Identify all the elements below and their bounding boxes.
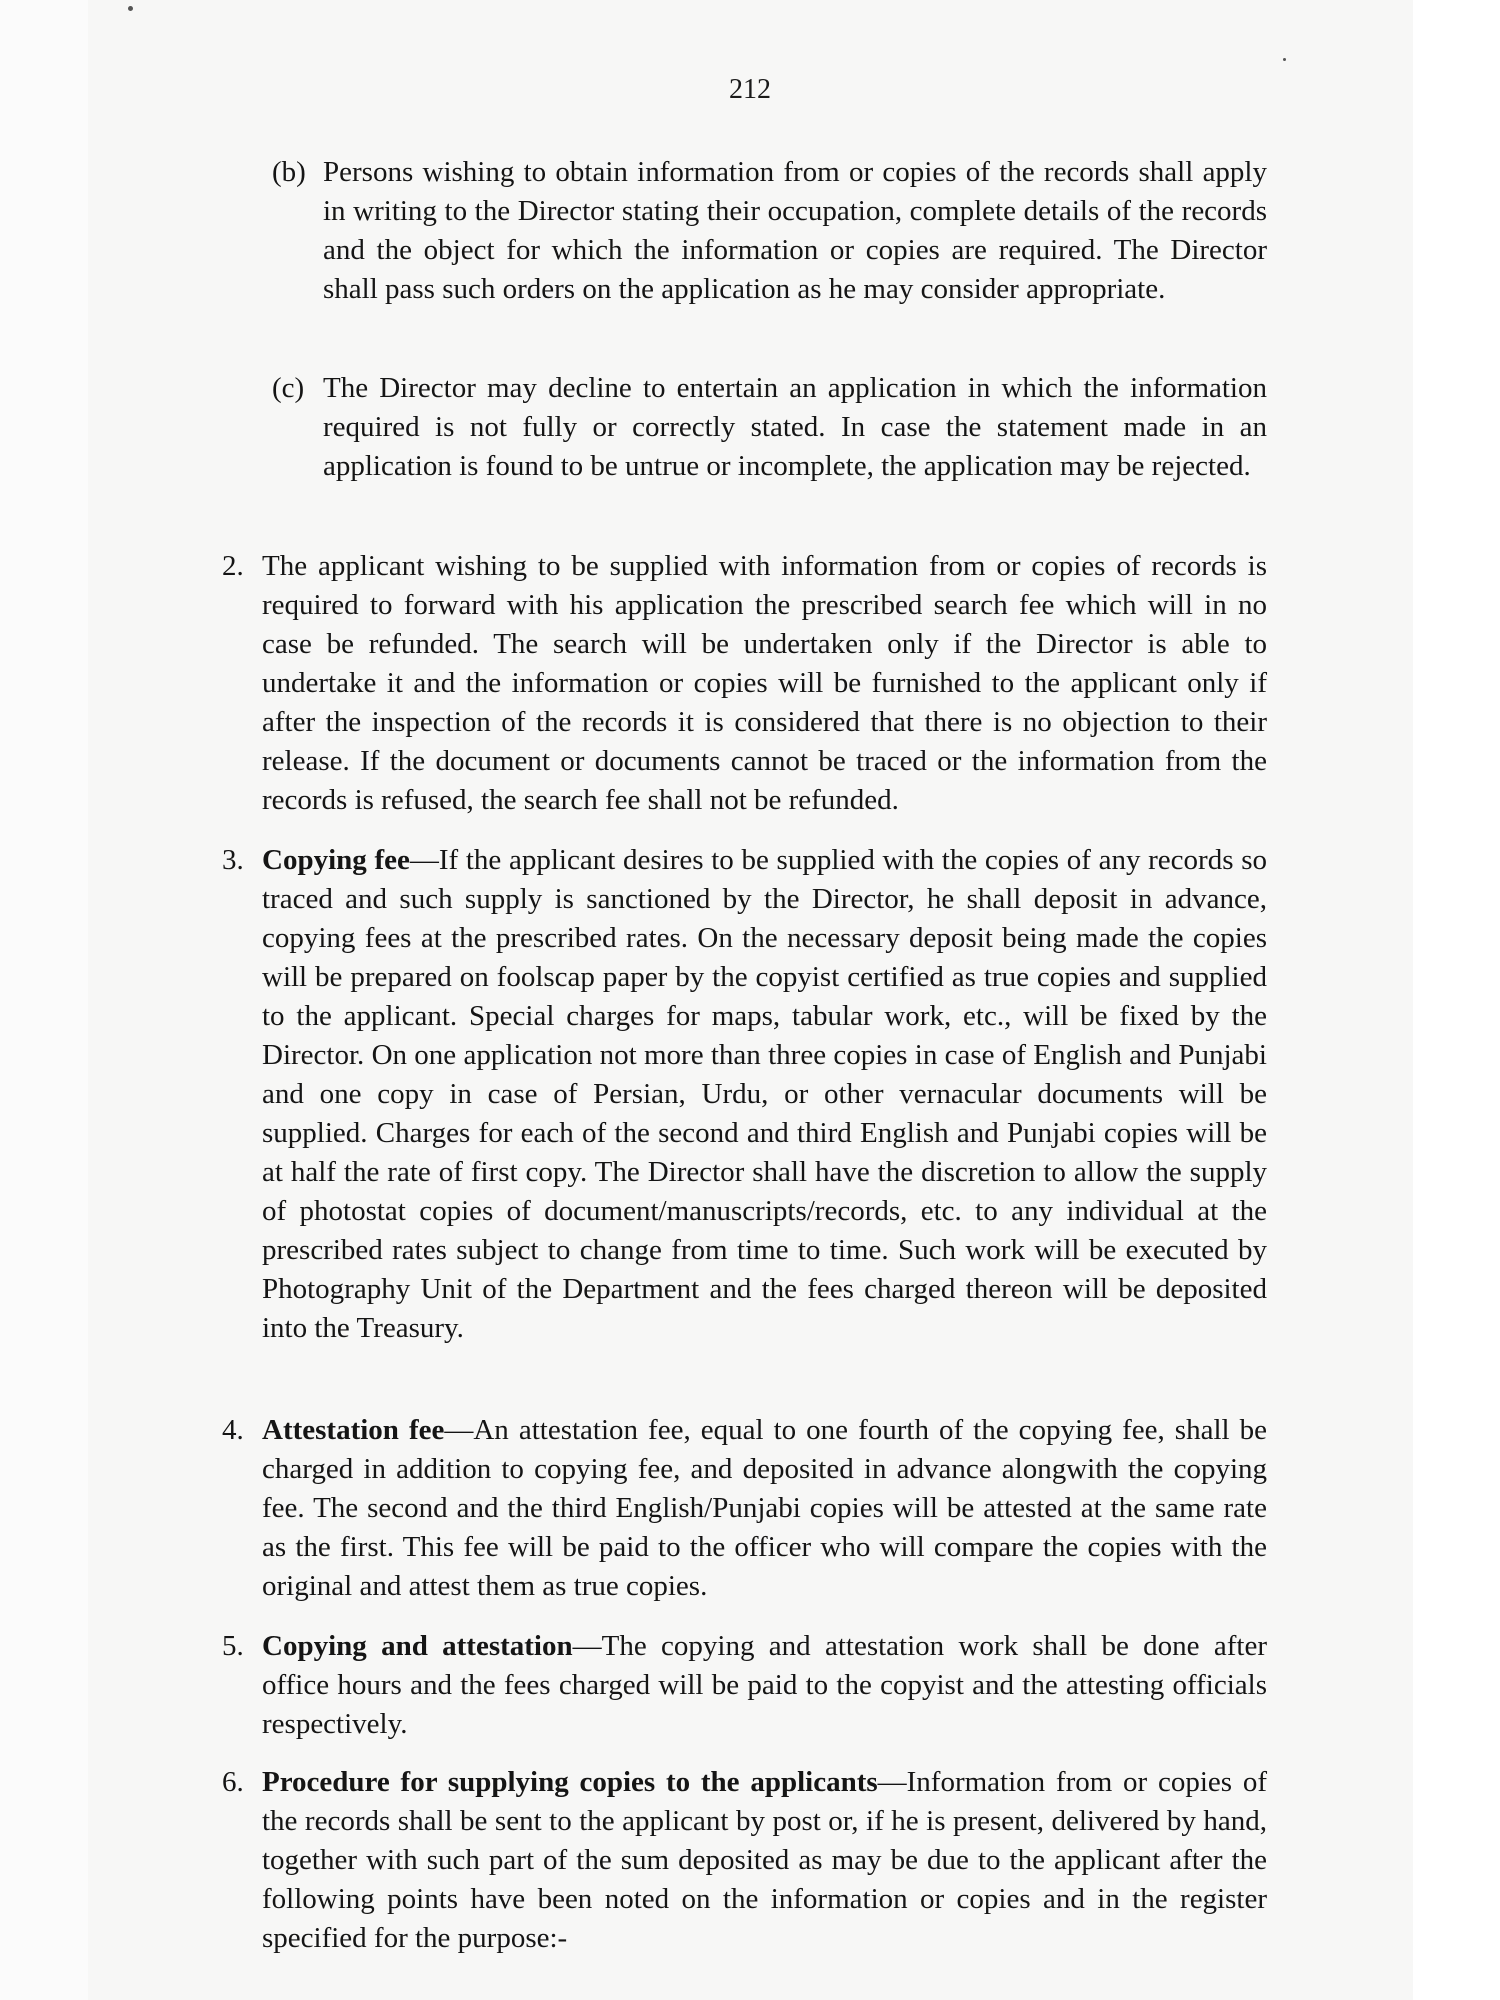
rule-text bbox=[262, 1627, 1267, 1744]
rule-number: 6. bbox=[222, 1766, 244, 1798]
sub-item-text: Persons wishing to obtain information from or copies of the records shall apply in writing to the Director stating their occupation, complete details of the records and the object for which the information or copies are required. The Director shall pass such orders on the application as he may consider appropriate. bbox=[323, 156, 1267, 305]
rule-body: —An attestation fee, equal to one fourth of the copying fee, shall be charged in addition to copying fee, and deposited in advance alongwith the copying fee. The second and the third English/Punjabi copies will be attested at the same rate as the first. This fee will be paid to the officer who will compare the copies with the original and attest them as true copies. bbox=[262, 1414, 1267, 1602]
rule-body: —Information from or copies of the records shall be sent to the applicant by post or, if he is present, delivered by hand, together with such part of the sum deposited as may be due to the applicant after the following points have been noted on the information or copies and in the register specified for the purpose:- bbox=[262, 1766, 1267, 1954]
scan-margin bbox=[1413, 0, 1500, 2000]
rule-text bbox=[262, 1763, 1267, 1958]
rule-body: The applicant wishing to be supplied with information from or copies of records is required to forward with his application the prescribed search fee which will in no case be refunded. The search will be undertaken only if the Director is able to undertake it and the information or copies will be furnished to the applicant only if after the inspection of the records it is considered that there is no objection to their release. If the document or documents cannot be traced or the information from the records is refused, the search fee shall not be refunded. bbox=[262, 550, 1267, 816]
dust-speck bbox=[1283, 58, 1286, 61]
rule-text bbox=[262, 841, 1267, 1348]
rule-heading: Attestation fee bbox=[262, 1414, 445, 1446]
page-number: 212 bbox=[729, 74, 771, 105]
rule-number: 3. bbox=[222, 844, 244, 876]
rule-heading: Copying fee bbox=[262, 844, 410, 876]
rule-text bbox=[262, 1411, 1267, 1606]
dust-speck bbox=[128, 6, 133, 11]
rule-number: 5. bbox=[222, 1630, 244, 1662]
rule-number: 2. bbox=[222, 550, 244, 582]
sub-item-text: The Director may decline to entertain an application in which the information required is not fully or correctly stated. In case the statement made in an application is found to be untrue or incomplete, the application may be rejected. bbox=[323, 372, 1267, 482]
sub-item-marker: (b) bbox=[272, 156, 306, 188]
rule-heading: Copying and attestation bbox=[262, 1630, 573, 1662]
rule-body: —If the applicant desires to be supplied with the copies of any records so traced and such supply is sanctioned by the Director, he shall deposit in advance, copying fees at the prescribed rates. On the necessary deposit being made the copies will be prepared on foolscap paper by the copyist certified as true copies and supplied to the applicant. Special charges for maps, tabular work, etc., will be fixed by the Director. On one application not more than three copies in case of English and Punjabi and one copy in case of Persian, Urdu, or other vernacular documents will be supplied. Charges for each of the second and third English and Punjabi copies will be at half the rate of first copy. The Director shall have the discretion to allow the supply of photostat copies of document/manuscripts/records, etc. to any individual at the prescribed rates subject to change from time to time. Such work will be executed by Photography Unit of the Department and the fees charged thereon will be deposited into the Treasury. bbox=[262, 844, 1267, 1344]
sub-item-marker: (c) bbox=[272, 372, 305, 404]
rule-body: —The copying and attestation work shall be done after office hours and the fees charged will be paid to the copyist and the attesting officials respectively. bbox=[262, 1630, 1267, 1740]
rule-heading: Procedure for supplying copies to the applicants bbox=[262, 1766, 878, 1798]
rule-text bbox=[262, 547, 1267, 820]
rule-number: 4. bbox=[222, 1414, 244, 1446]
